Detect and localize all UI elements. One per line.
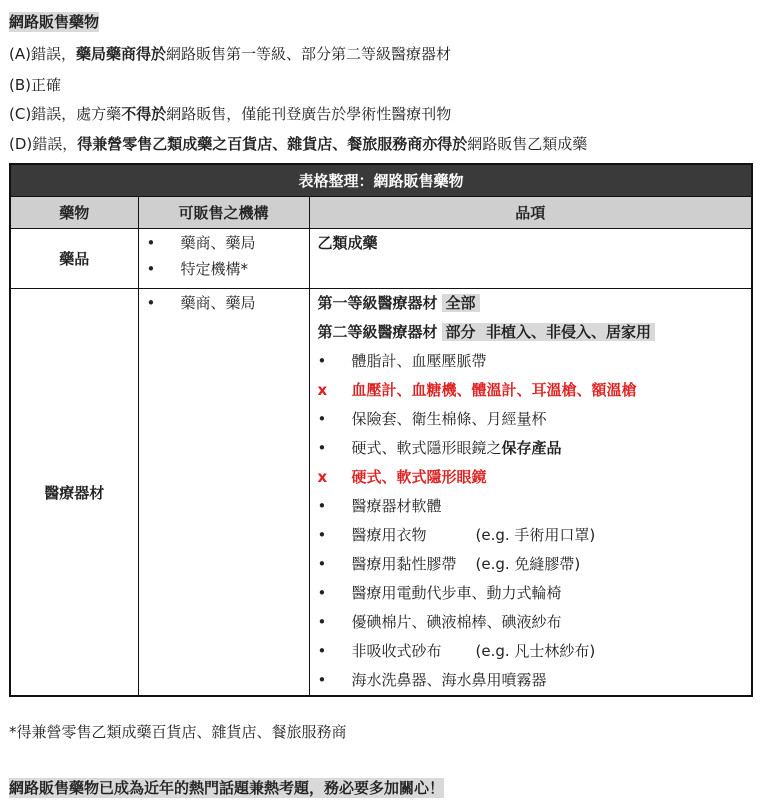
drug-institutions — [138, 229, 309, 289]
answer-c-bold: 不得於 — [121, 105, 167, 123]
answer-d — [9, 134, 587, 154]
device-item — [310, 521, 752, 550]
grade2-value: 部分 非植入、非侵入、居家用 — [442, 323, 655, 341]
answer-d-bold: 得兼營零售乙類成藥之百貨店、雜貨店、餐旅服務商亦得於 — [77, 135, 468, 153]
device-item-text: 體脂計、血壓壓脈帶 — [351, 352, 487, 370]
bullet-icon: • — [317, 555, 327, 573]
answer-d-rest: 網路販售乙類成藥 — [467, 135, 588, 153]
bullet-icon: • — [317, 526, 327, 544]
device-item — [310, 492, 752, 521]
grade2-row — [310, 318, 752, 347]
drug-institution-2: 特定機構* — [180, 260, 249, 278]
device-item-text: 非吸收式砂布 — [351, 642, 442, 660]
header-institution: 可販售之機構 — [138, 197, 309, 229]
device-institution-1: 藥商、藥局 — [180, 294, 256, 312]
device-item-list — [310, 347, 752, 695]
bullet-icon: • — [317, 497, 327, 515]
answer-d-prefix: (D)錯誤， — [9, 135, 78, 153]
answer-a-bold: 藥局藥商得於 — [75, 45, 166, 63]
device-item — [310, 666, 752, 695]
device-item-text: 血壓計、血糖機、體溫計、耳溫槍、額溫槍 — [351, 381, 637, 399]
device-item — [310, 434, 752, 463]
device-item-example: (e.g. 手術用口罩) — [475, 526, 596, 544]
device-item-example: (e.g. 免縫膠帶) — [475, 555, 581, 573]
bullet-icon: • — [317, 671, 327, 689]
drug-items — [309, 229, 752, 289]
bullet-icon: • — [146, 234, 156, 252]
device-item — [310, 376, 752, 405]
grade1-row — [310, 289, 752, 318]
header-items: 品項 — [309, 197, 752, 229]
device-item-text: 醫療器材軟體 — [351, 497, 442, 515]
device-item-text: 醫療用電動代步車、動力式輪椅 — [351, 584, 562, 602]
device-item-text: 硬式、軟式隱形眼鏡之 — [351, 439, 502, 457]
section-heading: 網路販售藥物 — [9, 13, 100, 31]
device-item — [310, 637, 752, 666]
drug-institution-1: 藥商、藥局 — [180, 234, 256, 252]
answer-a-prefix: (A)錯誤， — [9, 45, 76, 63]
device-item-bold: 保存產品 — [501, 439, 562, 457]
answer-c — [9, 104, 451, 124]
table-caption: 表格整理：網路販售藥物 — [10, 164, 752, 197]
device-item — [310, 608, 752, 637]
answer-c-prefix: (C)錯誤，處方藥 — [9, 105, 122, 123]
bullet-icon: • — [317, 410, 327, 428]
device-items — [309, 289, 752, 697]
drug-category: 藥品 — [10, 229, 138, 289]
grade1-label: 第一等級醫療器材 — [317, 294, 438, 312]
device-item-text: 醫療用黏性膠帶 — [351, 555, 457, 573]
device-institutions — [138, 289, 309, 697]
device-item — [310, 347, 752, 376]
footnote: *得兼營零售乙類成藥百貨店、雜貨店、餐旅服務商 — [9, 723, 347, 741]
device-item-text: 海水洗鼻器、海水鼻用噴霧器 — [351, 671, 547, 689]
bullet-icon: • — [317, 352, 327, 370]
answer-a — [9, 44, 451, 64]
header-drug: 藥物 — [10, 197, 138, 229]
answer-b — [9, 75, 61, 95]
device-item-text: 保險套、衛生棉條、月經量杯 — [351, 410, 547, 428]
device-item-text: 優碘棉片、碘液棉棒、碘液紗布 — [351, 613, 562, 631]
bullet-icon: • — [146, 260, 156, 278]
bullet-icon: • — [317, 613, 327, 631]
bullet-icon: • — [146, 294, 156, 312]
bullet-icon: • — [317, 642, 327, 660]
device-item — [310, 463, 752, 492]
bullet-icon: • — [317, 439, 327, 457]
cross-mark-icon: x — [317, 468, 328, 486]
answer-c-rest: 網路販售，僅能刊登廣告於學術性醫療刊物 — [166, 105, 452, 123]
device-item-text: 硬式、軟式隱形眼鏡 — [351, 468, 487, 486]
closing-remark: 網路販售藥物已成為近年的熱門話題兼熱考題，務必要多加關心！ — [9, 779, 445, 797]
device-category: 醫療器材 — [10, 289, 138, 697]
device-item-text: 醫療用衣物 — [351, 526, 427, 544]
drug-items-text: 乙類成藥 — [317, 234, 378, 252]
grade2-label: 第二等級醫療器材 — [317, 323, 438, 341]
device-item-example: (e.g. 凡士林紗布) — [475, 642, 596, 660]
device-item — [310, 550, 752, 579]
cross-mark-icon: x — [317, 381, 328, 399]
summary-table — [9, 163, 753, 697]
answer-b-prefix: (B)正確 — [9, 76, 61, 94]
grade1-value: 全部 — [442, 294, 480, 312]
device-item — [310, 405, 752, 434]
bullet-icon: • — [317, 584, 327, 602]
answer-a-rest: 網路販售第一等級、部分第二等級醫療器材 — [165, 45, 451, 63]
device-item — [310, 579, 752, 608]
